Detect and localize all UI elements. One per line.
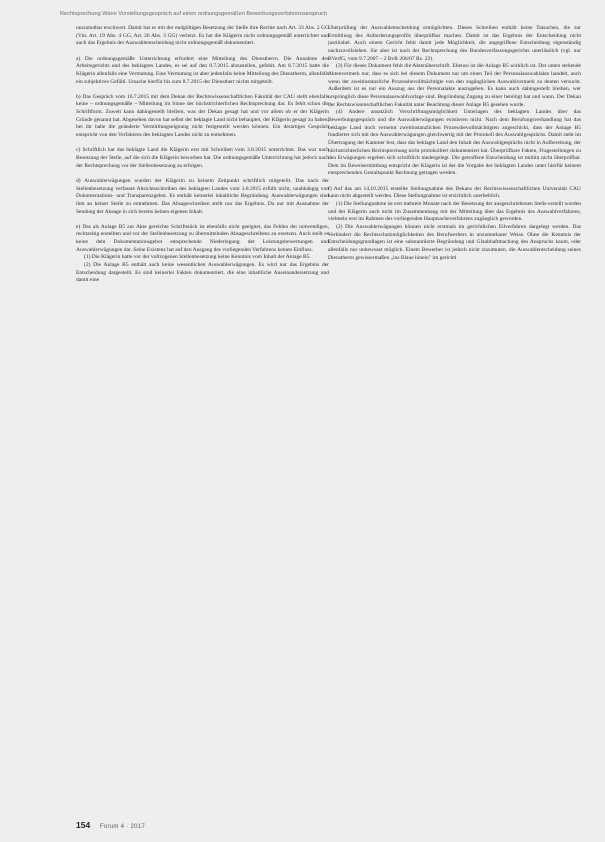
paragraph: b) Das Gespräch vom 16.7.2015 mit dem Dekan der Rechtswissenschaftlichen Fakultät der CAU stellt ebenfalls keine – ordnungsgemäße – Mitteilung im Sinne der höchstrichterlichen Rechtsprechung dar. Es fehlt schon die Schriftform. Zuweit kann dahingestellt bleiben, was der Dekan gesagt hat und vor allem ob er der Klägerin Gründe genannt hat. Abgesehen davon hat selbst der beklagte Land nicht behauptet, der Klägerin gesagt zu haben, bei ihr habe die geänderte Vermittlungseignung nicht festgestellt werden können. Ein derartiges Gespräch entspricht von den Verfahrens des beklagten Landes nicht zu entnehmen. <box>76 93 329 139</box>
running-head: Rechtsprechung Wann Vorstellungsgespräch auf einen ordnungsgemäßen Bewerbungsverfahrensanspruch <box>60 11 327 17</box>
page-footer <box>76 820 145 830</box>
right-column <box>328 25 581 825</box>
paragraph: unzumutbar erschwert. Damit hat es mit der endgültigen Besetzung der Stelle ihre Rechte nach Art. 33 Abs. 2 GG (Vm. Art. 19 Abs. 4 GG, Art. 20 Abs. 3 GG) verletzt. Es hat die Klägerin nicht ordnungsgemäß unterrichtet und auch das Ergebnis der Auswahlentscheidung nicht ordnungsgemäß dokumentiert. <box>76 25 329 47</box>
paragraph: (2) Die Anlage B5 enthält auch keine wesentlichen Auswahlerwägungen. Es wird nur das Ergebnis der Entscheidung dargestellt. Es sind keinerlei Fakten dokumentiert, die eine inhaltliche Auseinandersetzung und damit eine <box>76 262 329 284</box>
page-number: 154 <box>76 820 91 830</box>
issue-label: Forum 4 · 2017 <box>99 824 146 830</box>
paragraph: (1) Die Klägerin hatte vor der vollzogenen Stellenbesetzung keine Kenntnis vom Inhalt der Anlage B5. <box>84 254 311 261</box>
paragraph: (2) Die Auswahlerwägungen können nicht erstmals im gerichtlichen Eilverfahren dargelegt werden. Das Verhindert die Rechtsschutzmöglichkeiten des Berufwerbers in unzumutbarer Weise. Ohne die Kenntnis der Entscheidungsgrundlagen ist eine substantiierte Begründung und Glaubhaftmachung des Anspruchs kaum, oder allenfalls nur unbewusst möglich. Einem Bewerber ist jedoch nicht zuzumuten, die Auswahlentscheidung seines Dienstherrn gewissermaßen „ins Blaue hinein" im gerichtl <box>328 224 581 261</box>
paragraph: e) Das als Anlage B5 zur Akte gereichte Schriftstück ist ebenfalls nicht geeignet, das Fehlen der notwendigen, rechtzeitig erstellten und vor der Stellenbesetzung zu übermittelnden Absageschreibens zu ersetzen. Auch stellt es keine dem Dokumentationsgebot entsprechende Niederlegung der Leistungsbewertungen und Auswahlerwägungen dar. Seine Existenz hat auf den Ausgang des vorliegenden Verfahrens keinen Einfluss. <box>76 223 329 253</box>
paragraph: c) Schriftlich hat das beklagte Land die Klägerin erst mit Schreiben vom 3.8.2015 unterrichtet. Das war nach Besetzung der Stelle, auf die sich die Klägerin beworben hat. Die ordnungsgemäße Unterrichtung hat jedoch nach der Rechtsprechung vor der Stellenbesetzung zu erfolgen. <box>76 147 329 169</box>
paragraph: Überprüfung der Auswahlentscheidung ermöglichten. Dieses Schreiben enthält keine Tatsachen, die zur Ermittlung des Anforderungsprofils überprüfbar machen. Damit ist das Ergebnis der Entscheidung nicht justitiabel. Auch einem Gericht fehlt damit jede Möglichkeit, die angegriffene Entscheidung eigenständig nachzuvollziehen. Sie aber ist nach der Rechtsprechung des Bundesverfassungsgerichts unerlässlich (vgl. nur BVerfG, vom 9.7.2007 – 2 BvR 206/07 Rz. 22). <box>328 25 581 62</box>
paragraph: (4) Andere ansatzlich Verschriftungsmöglichkeit Unterlagen des beklagten Landes über das Bewerbungsgespräch und die Auswahlerwägungen existieren nicht. Nach dem Berufungsverhandlung hat das beklagte Land doch verneint zweitinstanzlichen Prozessbevollmächtigten angeschickt, dass der Anlage B5 fundierter sich mit den Auswahlerwägungen gleichwertig mit der Protokoll des Auswahlgesprächs. Damit steht im Übertragung der Kammer fest, dass das beklagte Land den Inhalt des Auswahlgesprächs nicht in Aufbereitung, der höchstrichterlichen Rechtsprechung nicht protokolliert dokumentiert hat. Überprüfbare Fakten, Fragestellungen zu den Erwägungen ergeben sich schriftlich niedergelegt. Die getroffene Entscheidung ist mithin nicht überprüfbar. Dem im Beweisermittlung entspricht der Klägerin ist der die Vorgabe der beklagten Landes unter hierfür keinem entsprechenden Gestaltspunkt Rechnung getragen werden. <box>328 109 581 177</box>
paragraph: d) Auswahlerwägungen wurden der Klägerin zu keinem Zeitpunkt schriftlich mitgeteilt. Das nach der Stellenbesetzung verfasste Absichtsschreiben des beklagten Landes vom 3.8.2015 erfüllt nicht, unabhängig von Dokumentations- und Transparenzgebot. Es enthält keinerlei inhaltliche Begründung. Auswahlerwägungen sind ihm an keiner Stelle zu entnehmen. Das Absageschreiben stellt nur das Ergebnis. Da nur mit Ausnahme der Sendung der Absage in sich bereits keinen eigenen Inhalt. <box>76 177 329 215</box>
paragraph: (1) Die Stellungnahme ist erst mehrere Monate nach der Besetzung der ausgeschriebenen Stelle erstellt worden und der Klägerin auch nicht im Zusammenhang mit der Mitteilung über das Ergebnis des Auswahlverfahrens, vielmehr erst im Rahmen des vorliegenden Hauptsacheverfahrens zugänglich geworden. <box>328 201 581 223</box>
left-column <box>76 25 329 825</box>
paragraph: f) Auf das am 14.10.2015 erstellte Stellungnahme des Dekans der Rechtswissenschaftlichen Universität CAU kann nicht abgestellt werden. Diese Stellungnahme ist ersichtlich unerheblich. <box>328 185 581 200</box>
paragraph: a) Die ordnungsgemäße Unterrichtung erfordert eine Mitteilung des Dienstherrn. Die Annahme des Arbeitsgerichts und des beklagten Landes, es sei auf den 8.7.2015 abzustellen, gefehlt. Am 8.7.2015 hatte die Klägerin allenfalls eine Vermutung. Eine Vermutung ist aber jedenfalls keine Mitteilung des Dienstherrn, allenfalls ein subjektives Gefühl. Ursache hierfür bis zum 8.7.2015 der Dienstherr nichts mitgeteilt. <box>76 55 329 85</box>
paragraph: (3) Für dieses Dokument fehlt die Aktenüberschrift. Ebenso ist die Anlage B5 wirklich ist. Der unten stehende Aktenvermerk nur, dass es sich bei diesem Dokument nur um einen Teil der Personalauswahlakte handelt, auch wenn der zweitinstanzliche Prozessbevollmächtigte von den zugänglichen Auswahlvermerk zu deuten versucht. Außerdem ist es nur ein Auszug aus der Personalakte auszugeben. Es kann auch dahingestellt bleiben, wer ursprünglich diese Personalauswahlvorlage sind. Begründung Zugang zu einer benötigt hat und wann. Der Dekan der Rechtswissenschaftlichen Fakultät unter Beachtung dieser Anlage B5 gesehen wurde. <box>328 63 581 108</box>
